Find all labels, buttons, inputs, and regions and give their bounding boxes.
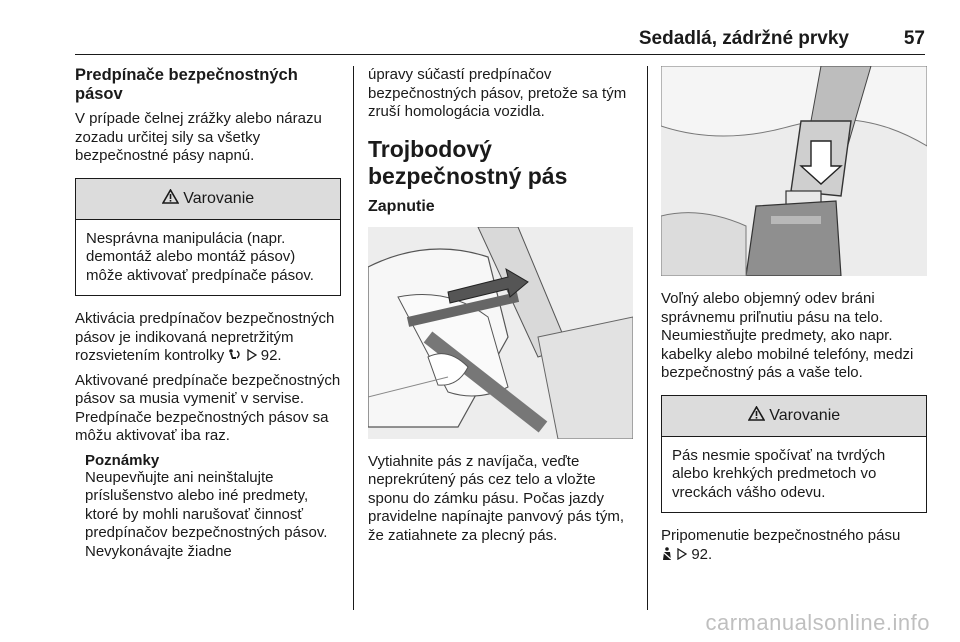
warning-text: Nesprávna manipulácia (napr. demontáž alebo montáž pásov) môže aktivovať predpínače pásov.: [86, 229, 314, 284]
seatbelt-fastening-illustration: [368, 227, 633, 439]
section-title: Sedadlá, zádržné prvky: [638, 28, 849, 49]
warning-triangle-icon: [162, 190, 183, 207]
warning-header: [76, 179, 340, 220]
warning-box: [75, 178, 341, 297]
paragraph: Voľný alebo objemný odev bráni správnemu priľnutiu pásu na telo. Neumiestňujte predmety, ako napr. kabelky alebo mobilné telefóny, medzi bezpečnostný pás a vaše telo.: [661, 290, 914, 381]
column-2: [368, 66, 633, 545]
paragraph-text: Aktivácia predpínačov bezpečnostných pásov je indikovaná nepretržitým rozsvietením kontrolky: [75, 310, 335, 364]
warning-text: Pás nesmie spočívať na tvrdých alebo krehkých predmetoch vo vreckách vášho odevu.: [672, 446, 886, 501]
paragraph: V prípade čelnej zrážky alebo nárazu zozadu určitej sily sa všetky bezpečnostné pásy napnú.: [75, 110, 322, 164]
warning-box: [661, 395, 927, 514]
heading-pretensioners: Predpínače bezpečnostných pásov: [75, 66, 298, 103]
subheading-fastening: Zapnutie: [368, 197, 435, 215]
paragraph: [661, 527, 927, 564]
page-header: [75, 28, 925, 55]
seatbelt-reminder-icon: [661, 546, 677, 563]
airbag-pretensioner-icon: [228, 347, 246, 364]
buckle-insertion-illustration: [661, 66, 927, 276]
heading-three-point-belt: Trojbodový bezpečnostný pás: [368, 135, 568, 189]
page-number: 57: [903, 28, 925, 49]
paragraph: Vytiahnite pás z navíjača, veďte neprekrútený pás cez telo a vložte sponu do zámku pásu. Počas jazdy pravidelne napínajte panvový pás tým, že zatiahnete za plecný pás.: [368, 452, 624, 544]
note-title: Poznámky: [85, 451, 160, 469]
warning-title: Varovanie: [183, 189, 255, 207]
column-divider: [353, 66, 354, 610]
paragraph: úpravy súčastí predpínačov bezpečnostných pásov, pretože sa tým zruší homologácia vozidla.: [368, 66, 627, 120]
note-box: [75, 452, 341, 562]
note-text: Neupevňujte ani neinštalujte príslušenstvo alebo iné predmety, ktoré by mohli narušovať činnosť predpínačov bezpečnostných pásov. Nevykonávajte žiadne: [85, 468, 328, 560]
column-3: [661, 66, 927, 564]
warning-title: Varovanie: [769, 406, 841, 424]
page-reference-icon: [677, 546, 691, 563]
paragraph-text: Pripomenutie bezpečnostného pásu: [661, 527, 901, 544]
paragraph: [75, 310, 341, 366]
page-reference-icon: [247, 347, 261, 364]
column-divider: [647, 66, 648, 610]
warning-header: [662, 396, 926, 437]
warning-triangle-icon: [748, 407, 769, 424]
page-reference[interactable]: 92.: [691, 545, 713, 563]
column-1: [75, 66, 341, 561]
page-reference[interactable]: 92.: [260, 347, 282, 364]
watermark: carmanualsonline.info: [705, 610, 930, 635]
paragraph: Aktivované predpínače bezpečnostných pásov sa musia vymeniť v servise. Predpínače bezpečnostných pásov sa môžu aktivovať iba raz.: [75, 371, 341, 444]
